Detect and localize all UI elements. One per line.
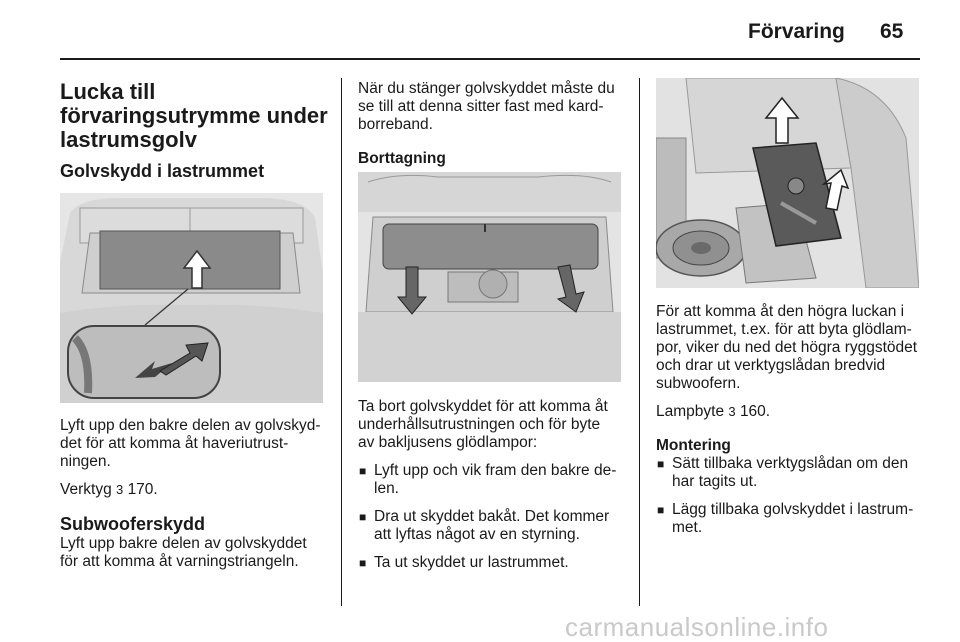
text-line: och drar ut verktygslådan bredvid [656,357,886,374]
heading-line: Lucka till [60,79,156,104]
text-line: Sätt tillbaka verktygslådan om den [672,455,909,472]
heading-line: förvaringsutrymme under [60,103,328,128]
ref-label: Lampbyte [656,403,725,420]
column-divider-1 [341,78,342,606]
text-line: ningen. [60,453,111,470]
text-line: se till att denna sitter fast med kard- [358,98,604,115]
column-divider-2 [639,78,640,606]
text-line: Lyft upp och vik fram den bakre de- [374,462,617,479]
page-number: 65 [880,20,904,43]
subheading: Borttagning [358,150,446,167]
remove-cover-illustration [358,172,621,382]
text-line: av bakljusens glödlampor: [358,434,538,451]
bullet-icon: ■ [359,510,367,524]
middle-column-body [358,398,633,582]
text-line: Lyft upp den bakre delen av golvskyd- [60,417,321,434]
section-heading [60,80,330,152]
watermark: carmanualsonline.info [565,612,829,642]
text-line: underhållsutrustningen och för byte [358,416,601,433]
left-column-top [60,80,330,182]
figure-cargo-floor-cover [60,193,323,403]
list-item [656,455,924,491]
text-line: att lyftas något av en styrning. [374,526,580,543]
section-title: Förvaring [748,20,845,43]
bullet-icon: ■ [657,503,665,517]
text-line: len. [374,480,399,497]
ref-page: 170. [127,481,158,498]
figure-remove-cover [358,172,621,382]
heading-line: lastrumsgolv [60,127,197,152]
text-line: borreband. [358,116,433,133]
paragraph [656,303,924,393]
paragraph [358,80,628,134]
bullet-icon: ■ [657,457,665,471]
text-line: lastrummet, t.ex. för att byta glödlam- [656,321,912,338]
text-line: Ta ut skyddet ur lastrummet. [374,554,569,571]
bullet-icon: ■ [359,464,367,478]
list-item [358,462,633,498]
subheading: Subwooferskydd [60,514,206,534]
list-item [358,508,633,544]
left-column-body [60,417,335,581]
text-line: för att komma åt varningstriangeln. [60,553,299,570]
text-line: met. [672,519,703,536]
text-line: subwoofern. [656,375,741,392]
figure-toolbox [656,78,919,288]
list-item [656,501,924,537]
cross-reference [60,481,335,499]
text-line: Dra ut skyddet bakåt. Det kommer [374,508,610,525]
bullet-icon: ■ [359,556,367,570]
text-line: För att komma åt den högra luckan i [656,303,905,320]
subheading: Montering [656,437,731,454]
ref-arrow-icon: 3 [728,404,736,419]
ref-arrow-icon: 3 [116,482,124,497]
text-line: Ta bort golvskyddet för att komma åt [358,398,608,415]
subheading: Golvskydd i lastrummet [60,161,265,181]
toolbox-illustration [656,78,919,288]
text-line: por, viker du ned det högra ryggstödet [656,339,918,356]
right-column-body [656,303,924,547]
middle-column-top [358,80,628,168]
list-item [358,554,633,572]
ref-page: 160. [739,403,771,420]
text-line: det för att komma åt haveriutrust- [60,435,289,452]
text-line: har tagits ut. [672,473,758,490]
cross-reference [656,403,924,421]
text-line: Lyft upp bakre delen av golvskyddet [60,535,307,552]
paragraph [60,417,335,471]
paragraph [60,535,335,571]
text-line: När du stänger golvskyddet måste du [358,80,615,97]
text-line: Lägg tillbaka golvskyddet i lastrum- [672,501,914,518]
header-rule [60,58,920,60]
cargo-floor-illustration [60,193,323,403]
paragraph [358,398,633,452]
ref-label: Verktyg [60,481,112,498]
